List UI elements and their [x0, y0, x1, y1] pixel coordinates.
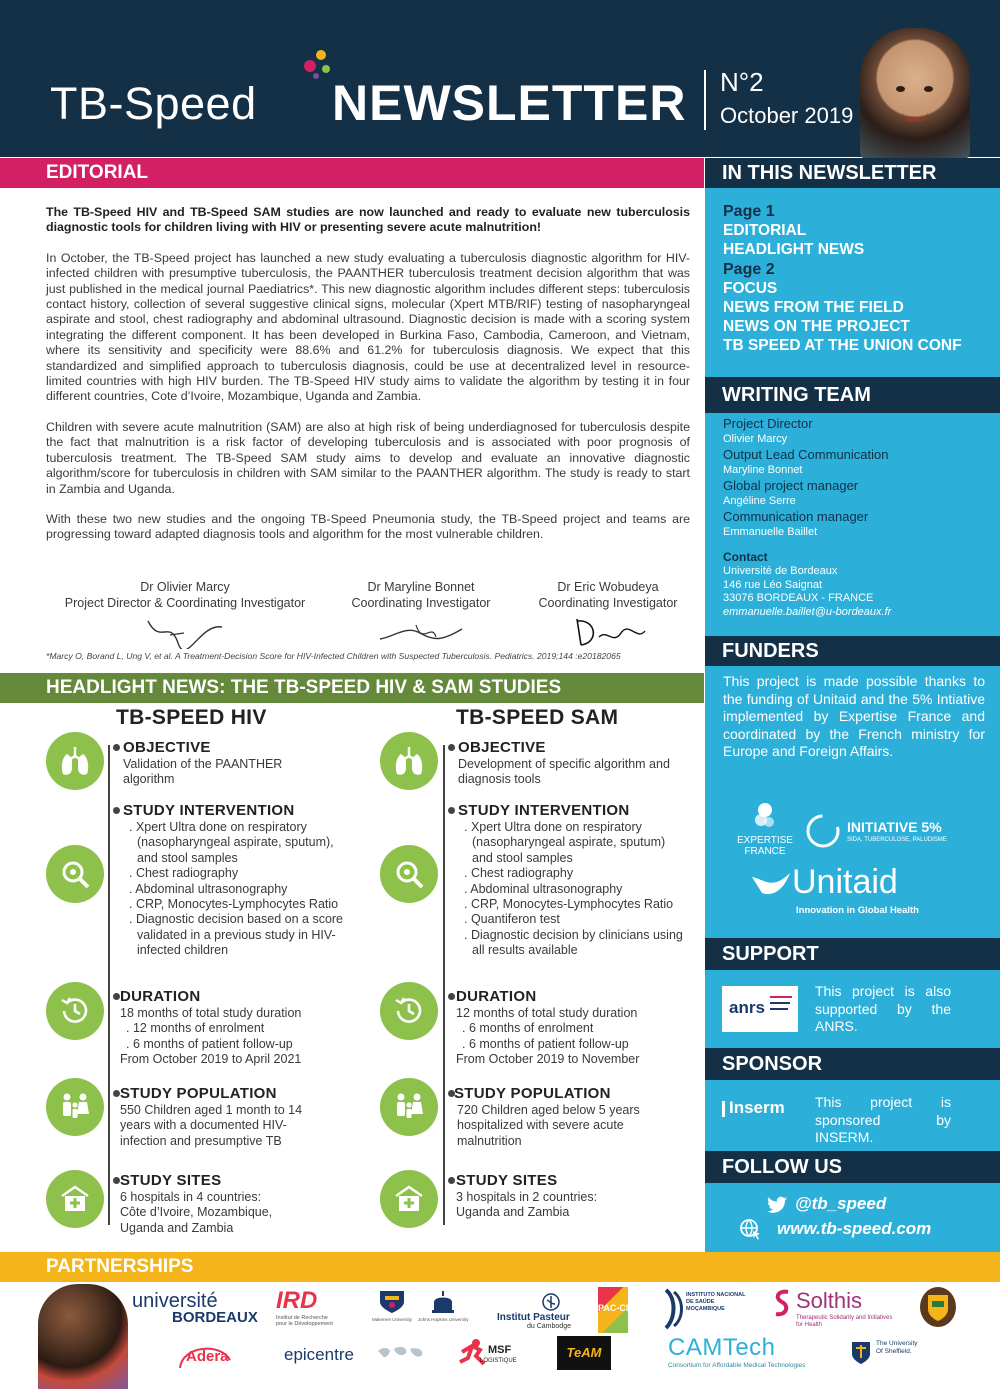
- team-name: Olivier Marcy: [723, 433, 788, 445]
- toc-item-field[interactable]: NEWS FROM THE FIELD: [723, 299, 904, 316]
- editorial-paragraph: Children with severe acute malnutrition (SAM) are also at high risk of being underdiagnosed for tuberculosis despite the fact that malnutrition is a risk factor of developing tuberculosis and is associated with poor prognosis of tuberculosis treatment. The TB-Speed SAM study aims to develop and evaluate an innovative diagnostic algorithm/score for tuberculosis in children with SAM similar to the PAANTHER algorithm. The study is ready to start in Zambia and Uganda.: [46, 419, 690, 496]
- toc-page: Page 1: [723, 203, 775, 220]
- signature-name: Dr Maryline Bonnet: [367, 580, 475, 594]
- section-title: STUDY INTERVENTION: [123, 802, 295, 819]
- issue-divider: [704, 70, 706, 130]
- camtech-logo-subtext: Consortium for Affordable Medical Technologies: [668, 1362, 806, 1369]
- signature-name: Dr Eric Wobudeya: [557, 580, 659, 594]
- list-item: . Abdominal ultrasonography: [464, 881, 623, 896]
- makerere-crest-icon: [377, 1288, 407, 1314]
- support-text: This project is also supported by the ANRS.: [815, 983, 951, 1034]
- child-photo: [860, 28, 970, 160]
- bordeaux-logo-line1: université: [132, 1290, 218, 1312]
- hospital-icon: [46, 1170, 104, 1228]
- epicentre-logo: [284, 1345, 354, 1365]
- makerere-logo-text: Makerere University: [372, 1317, 413, 1322]
- signature-role: Project Director & Coordinating Investigator: [64, 595, 306, 610]
- ird-logo: [276, 1287, 336, 1327]
- list-item: . 6 months of enrolment: [462, 1021, 594, 1036]
- sam-study-title: TB-SPEED SAM: [456, 706, 619, 729]
- hopkins-logo: [418, 1288, 469, 1322]
- funders-heading: FUNDERS: [705, 636, 1000, 666]
- list-item: . 6 months of patient follow-up: [126, 1036, 293, 1051]
- initiative-subtext: SIDA, TUBERCULOSE, PALUDISME: [847, 837, 947, 843]
- brand-name: TB-Speed: [50, 78, 257, 129]
- list-item: Côte d’Ivoire, Mozambique,: [120, 1205, 273, 1220]
- ins-logo-text: INSTITUTO NACIONAL DE SAÚDE MOÇAMBIQUE: [686, 1292, 746, 1312]
- pasteur-logo-subtext: du Cambodge: [527, 1323, 571, 1330]
- initiative-text: INITIATIVE 5%: [847, 819, 942, 835]
- team-role: Global project manager: [723, 478, 859, 493]
- contact-line: 33076 BORDEAUX - FRANCE: [723, 592, 874, 604]
- sam-timeline: [443, 745, 445, 1225]
- section-title: STUDY SITES: [456, 1172, 558, 1189]
- clock-icon: [380, 982, 438, 1040]
- section-text: Validation of the PAANTHER algorithm: [123, 757, 283, 787]
- epicentre-logo-text: epicentre: [284, 1345, 354, 1364]
- team-role: Communication manager: [723, 509, 869, 524]
- team-role: Output Lead Communication: [723, 447, 889, 462]
- unitaid-bird-icon: [750, 869, 794, 899]
- editorial-heading: EDITORIAL: [0, 158, 704, 188]
- section-text: Development of specific algorithm and diagnosis tools: [458, 757, 670, 787]
- signature-marcy: [40, 580, 330, 654]
- section-title: OBJECTIVE: [458, 739, 546, 756]
- list-item: . 12 months of enrolment: [126, 1021, 265, 1036]
- bordeaux-logo-line2: BORDEAUX: [172, 1309, 258, 1326]
- section-title: STUDY SITES: [120, 1172, 222, 1189]
- masthead: [0, 0, 1000, 157]
- hopkins-dome-icon: [428, 1288, 458, 1314]
- contact-line: Université de Bordeaux: [723, 565, 838, 577]
- list-item: Uganda and Zambia: [456, 1205, 570, 1220]
- crest-logo: [918, 1285, 958, 1332]
- toc-item-editorial[interactable]: EDITORIAL: [723, 222, 807, 239]
- lungs-icon: [46, 732, 104, 790]
- family-icon: [46, 1078, 104, 1136]
- list-item: . 6 months of patient follow-up: [462, 1036, 629, 1051]
- sam-objective: [458, 739, 698, 788]
- timeline-dot: [113, 993, 120, 1000]
- editorial-paragraph: With these two new studies and the ongoing TB-Speed Pneumonia study, the TB-Speed project and teams are progressing toward adapted diagnosis tools and algorithm for the most vulnerable children.: [46, 511, 690, 542]
- hiv-intervention: [123, 802, 353, 959]
- editorial-lead: The TB-Speed HIV and TB-Speed SAM studies are now launched and ready to evaluate new tuberculosis diagnostic tools for children living with HIV or presenting severe acute malnutrition!: [46, 205, 690, 235]
- team-name: Maryline Bonnet: [723, 464, 803, 476]
- signature-role: Coordinating Investigator: [538, 595, 678, 610]
- toc-item-focus[interactable]: FOCUS: [723, 280, 778, 297]
- list-item: . Diagnostic decision by clinicians using all results available: [464, 927, 683, 958]
- follow-heading: FOLLOW US: [705, 1151, 1000, 1183]
- sheffield-logo-text: The University Of Sheffield.: [876, 1340, 918, 1355]
- world-map-icon: [376, 1343, 426, 1363]
- list-item: 12 months of total study duration: [456, 1006, 638, 1020]
- list-item: . CRP, Monocytes-Lymphocytes Ratio: [129, 897, 339, 912]
- section-text: 720 Children aged below 5 years hospitalized with severe acute malnutrition: [457, 1103, 640, 1148]
- msf-logo-subtext: LOGISTIQUE: [480, 1358, 517, 1364]
- team-logo-text: TeAM: [566, 1345, 602, 1360]
- table-of-contents: [723, 202, 985, 355]
- makerere-logo: [372, 1288, 412, 1322]
- initiative-circle-icon: [805, 813, 841, 849]
- hiv-timeline: [108, 745, 110, 1225]
- newsletter-title: NEWSLETTER: [332, 75, 687, 131]
- writing-team: [723, 416, 985, 619]
- adera-logo-text: Adera: [186, 1348, 229, 1365]
- handwritten-signature: [376, 615, 466, 649]
- expertise-france-logo: [735, 800, 795, 857]
- clock-icon: [46, 982, 104, 1040]
- issue-number: N°2: [720, 67, 764, 97]
- pasteur-logo-text: Institut Pasteur: [497, 1312, 570, 1323]
- ird-logo-subtext: Institut de Recherche pour le Développement: [276, 1315, 333, 1327]
- list-item: 18 months of total study duration: [120, 1006, 302, 1020]
- unitaid-text: Unitaid: [792, 863, 898, 901]
- pacci-logo: [598, 1287, 628, 1333]
- writing-team-heading: WRITING TEAM: [705, 377, 1000, 413]
- toc-page: Page 2: [723, 261, 775, 278]
- timeline-dot: [113, 1090, 120, 1097]
- editorial-paragraph: In October, the TB-Speed project has launched a new study evaluating a tuberculosis diagnostic algorithm for HIV-infected children with presumptive tuberculosis, the PAANTHER tuberculosis treatment decision algorithm that was just published in the medical journal Paediatrics*. This new diagnostic algorithm includes different steps: tuberculosis contact history, collection of several suggestive clinical signs, molecular (Xpert MTB/RIF) testing of nasopharyngeal aspirate and stool, chest radiography and abdominal ultrasound. Diagnostic decision is made with a scoring system integrating the different component. It has been developed in Burkina Faso, Cambodia, Cameroon, and Vietnam, where its sensitivity and specificity were 88.6% and 61.2% for tuberculosis diagnosis. We expect that this standardized and simplified approach to tuberculosis diagnosis, could be use at decentralized level in resource-limited countries with high HIV burden. The TB-Speed HIV study aims to validate the algorithm by testing it in four different countries, Cote d’Ivoire, Mozambique, Uganda and Zambia.: [46, 250, 690, 404]
- list-item: . Abdominal ultrasonography: [129, 881, 288, 896]
- inserm-logo: [722, 1098, 785, 1118]
- toc-heading: IN THIS NEWSLETTER: [705, 158, 1000, 188]
- list-item: 3 hospitals in 2 countries:: [456, 1190, 598, 1204]
- sam-intervention: [458, 802, 688, 959]
- toc-item-headlight[interactable]: HEADLIGHT NEWS: [723, 241, 865, 258]
- sam-sites: [456, 1172, 696, 1221]
- timeline-dot: [448, 993, 455, 1000]
- sheffield-crest-icon: [850, 1340, 872, 1366]
- list-item: . CRP, Monocytes-Lymphocytes Ratio: [464, 897, 674, 912]
- globe-cursor-icon: [739, 1218, 761, 1240]
- partnerships-heading: PARTNERSHIPS: [0, 1252, 1000, 1282]
- signature-bonnet: [336, 580, 506, 654]
- headlight-heading: HEADLIGHT NEWS: THE TB-SPEED HIV & SAM STUDIES: [0, 673, 704, 703]
- list-item: . Xpert Ultra done on respiratory (nasopharyngeal aspirate, sputum), and stool samples: [129, 820, 334, 865]
- pacci-logo-text: PAC-CI: [598, 1303, 629, 1313]
- magnifier-icon: [380, 845, 438, 903]
- sponsor-text: This project is sponsored by INSERM.: [815, 1094, 951, 1145]
- editorial-body: [46, 205, 690, 558]
- team-role: Project Director: [723, 416, 813, 431]
- signature-name: Dr Olivier Marcy: [140, 580, 230, 594]
- handwritten-signature: [140, 615, 230, 649]
- list-item: . Chest radiography: [464, 866, 574, 881]
- ins-emblem-icon: [662, 1288, 686, 1330]
- timeline-dot: [448, 744, 455, 751]
- camtech-logo: [668, 1334, 805, 1369]
- team-logo: [557, 1336, 611, 1370]
- toc-item-project[interactable]: NEWS ON THE PROJECT: [723, 318, 910, 335]
- issue-date: October 2019: [720, 103, 854, 128]
- section-title: STUDY POPULATION: [120, 1085, 277, 1102]
- team-name: Angéline Serre: [723, 495, 796, 507]
- list-item: From October 2019 to April 2021: [120, 1052, 302, 1067]
- signature-role: Coordinating Investigator: [351, 595, 491, 610]
- lungs-icon: [380, 732, 438, 790]
- hospital-icon: [380, 1170, 438, 1228]
- toc-item-union[interactable]: TB SPEED AT THE UNION CONF: [723, 337, 962, 354]
- ird-logo-text: IRD: [276, 1287, 318, 1314]
- timeline-dot: [113, 1177, 120, 1184]
- signature-wobudeya: [522, 580, 694, 654]
- sam-population: [454, 1085, 694, 1149]
- children-photo: [38, 1284, 128, 1389]
- family-icon: [380, 1078, 438, 1136]
- hiv-objective: [123, 739, 363, 788]
- msf-logo-text: MSF: [488, 1344, 512, 1356]
- university-crest-icon: [918, 1285, 958, 1329]
- section-title: STUDY POPULATION: [454, 1085, 611, 1102]
- sidebar: [705, 158, 1000, 1252]
- list-item: . Diagnostic decision based on a score validated in a previous study in HIV-infected children: [129, 912, 344, 958]
- section-title: DURATION: [120, 988, 201, 1005]
- editorial-footnote: *Marcy O, Borand L, Ung V, et al. A Treatment-Decision Score for HIV-Infected Children with Suspected Tuberculosis. Pediatrics. 2019;144 :e20182065: [46, 651, 621, 661]
- hopkins-logo-text: Johns Hopkins University: [418, 1317, 469, 1322]
- list-item: 6 hospitals in 4 countries:: [120, 1190, 262, 1204]
- list-item: . Xpert Ultra done on respiratory (nasopharyngeal aspirate, sputum) and stool samples: [464, 820, 666, 865]
- hiv-population: [120, 1085, 360, 1149]
- expertise-france-text: EXPERTISE FRANCE: [737, 835, 793, 857]
- list-item: . Chest radiography: [129, 866, 239, 881]
- list-item: From October 2019 to November: [456, 1052, 640, 1067]
- twitter-bird-icon: [767, 1196, 787, 1214]
- bordeaux-logo: [132, 1290, 258, 1326]
- pasteur-emblem-icon: [541, 1292, 561, 1312]
- section-text: 550 Children aged 1 month to 14 years with a documented HIV-infection and presumptive TB: [120, 1103, 303, 1148]
- expertise-france-icon: [750, 800, 780, 830]
- magnifier-icon: [46, 845, 104, 903]
- contact-title: Contact: [723, 550, 768, 564]
- team-name: Emmanuelle Baillet: [723, 526, 818, 538]
- support-heading: SUPPORT: [705, 938, 1000, 970]
- funders-text: This project is made possible thanks to the funding of Unitaid and the 5% Intiative implemented by Expertise France and coordinated by the French ministry for Europe and Foreign Affairs.: [723, 673, 985, 759]
- inserm-logo-text: Inserm: [729, 1098, 785, 1117]
- twitter-handle[interactable]: @tb_speed: [795, 1194, 887, 1213]
- hiv-duration: [120, 988, 360, 1068]
- list-item: Uganda and Zambia: [120, 1220, 234, 1235]
- solthis-swirl-icon: [772, 1288, 794, 1318]
- contact-line: 146 rue Léo Saignat: [723, 578, 823, 591]
- solthis-logo-subtext: Therapeutic Solidarity and Initiatives for Health: [796, 1315, 893, 1328]
- sponsor-heading: SPONSOR: [705, 1048, 1000, 1080]
- timeline-dot: [113, 807, 120, 814]
- solthis-logo-text: Solthis: [796, 1288, 863, 1313]
- contact-email[interactable]: emmanuelle.baillet@u-bordeaux.fr: [723, 605, 892, 618]
- list-item: . Quantiferon test: [464, 912, 560, 927]
- brand-dots-icon: [300, 46, 334, 80]
- hiv-sites: [120, 1172, 360, 1236]
- anrs-logo-text: anrs: [729, 998, 765, 1017]
- anrs-logo: [722, 986, 798, 1032]
- timeline-dot: [113, 744, 120, 751]
- hiv-study-title: TB-SPEED HIV: [116, 706, 267, 729]
- section-title: DURATION: [456, 988, 537, 1005]
- timeline-dot: [448, 1177, 455, 1184]
- section-title: STUDY INTERVENTION: [458, 802, 630, 819]
- unitaid-subtext: Innovation in Global Health: [796, 905, 919, 916]
- camtech-logo-text: CAMTech: [668, 1334, 776, 1361]
- timeline-dot: [448, 807, 455, 814]
- sam-duration: [456, 988, 696, 1068]
- section-title: OBJECTIVE: [123, 739, 211, 756]
- website-url[interactable]: www.tb-speed.com: [777, 1219, 932, 1238]
- handwritten-signature: [563, 615, 653, 649]
